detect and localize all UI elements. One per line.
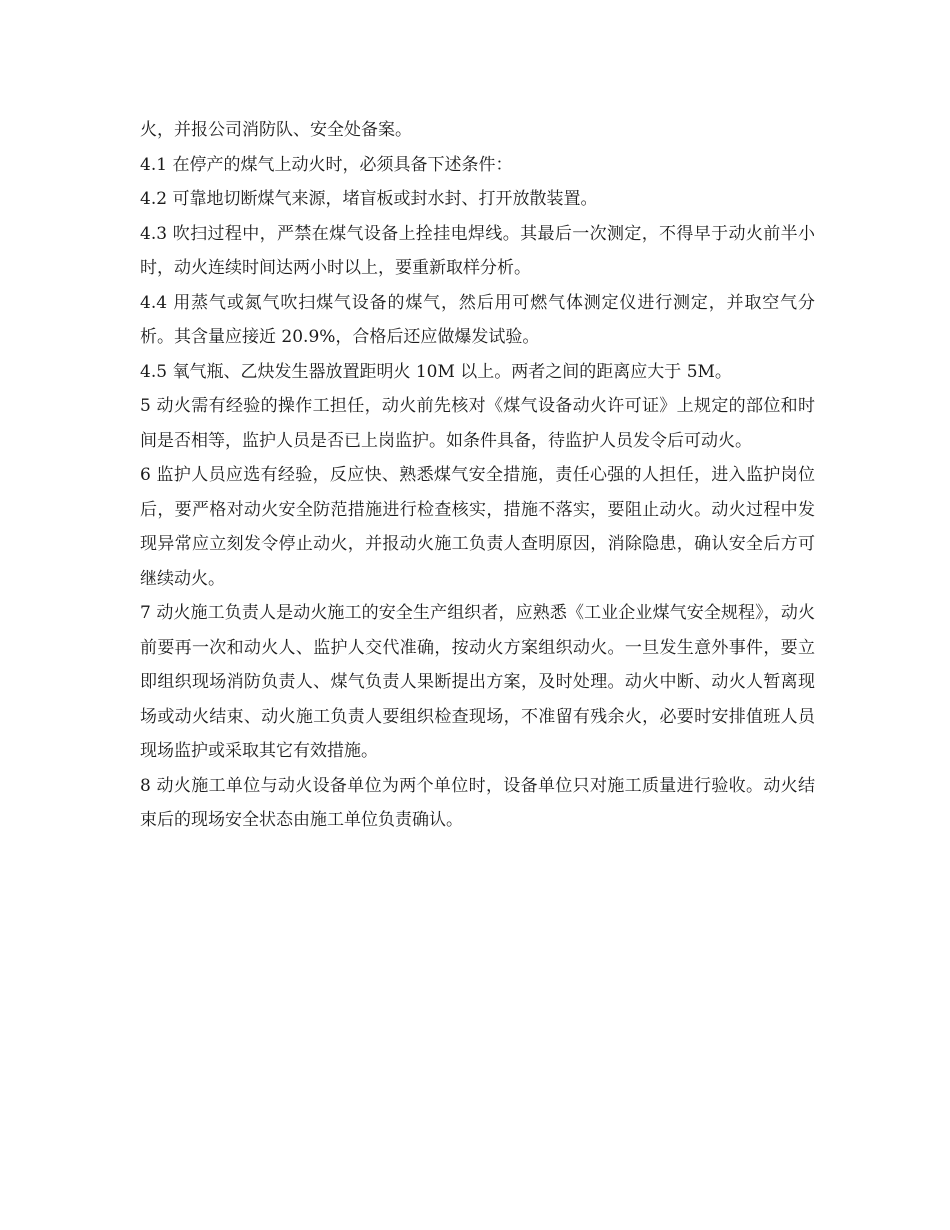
paragraph-4-2: 4.2 可靠地切断煤气来源，堵盲板或封水封、打开放散装置。 bbox=[140, 189, 598, 209]
paragraph-8: 8 动火施工单位与动火设备单位为两个单位时，设备单位只对施工质量进行验收。动火结束后的现场安全状态由施工单位负责确认。 bbox=[140, 775, 815, 830]
document-body bbox=[140, 113, 815, 838]
paragraph-4-1: 4.1 在停产的煤气上动火时，必须具备下述条件： bbox=[140, 154, 513, 175]
paragraph-5: 5 动火需有经验的操作工担任，动火前先核对《煤气设备动火许可证》上规定的部位和时间是否相等，监护人员是否已上岗监护。如条件具备，待监护人员发令后可动火。 bbox=[140, 396, 815, 451]
paragraph-4-5: 4.5 氧气瓶、乙炔发生器放置距明火 10M 以上。两者之间的距离应大于 5M。 bbox=[140, 361, 732, 382]
paragraph-4-4: 4.4 用蒸气或氮气吹扫煤气设备的煤气，然后用可燃气体测定仪进行测定，并取空气分析。其含量应接近 20.9%，合格后还应做爆发试验。 bbox=[140, 292, 815, 347]
paragraph-7: 7 动火施工负责人是动火施工的安全生产组织者，应熟悉《工业企业煤气安全规程》，动火前要再一次和动火人、监护人交代准确，按动火方案组织动火。一旦发生意外事件，要立即组织现场消防负责人、煤气负责人果断提出方案，及时处理。动火中断、动火人暂离现场或动火结束、动火施工负责人要组织检查现场，不准留有残余火，必要时安排值班人员现场监护或采取其它有效措施。 bbox=[140, 603, 815, 761]
paragraph-4-3: 4.3 吹扫过程中，严禁在煤气设备上拴挂电焊线。其最后一次测定，不得早于动火前半小时，动火连续时间达两小时以上，要重新取样分析。 bbox=[140, 223, 815, 278]
paragraph-6: 6 监护人员应选有经验，反应快、熟悉煤气安全措施，责任心强的人担任，进入监护岗位后，要严格对动火安全防范措施进行检查核实，措施不落实，要阻止动火。动火过程中发现异常应立刻发令停止动火，并报动火施工负责人查明原因，消除隐患，确认安全后方可继续动火。 bbox=[140, 465, 815, 589]
paragraph-continuation: 火，并报公司消防队、安全处备案。 bbox=[140, 120, 412, 140]
